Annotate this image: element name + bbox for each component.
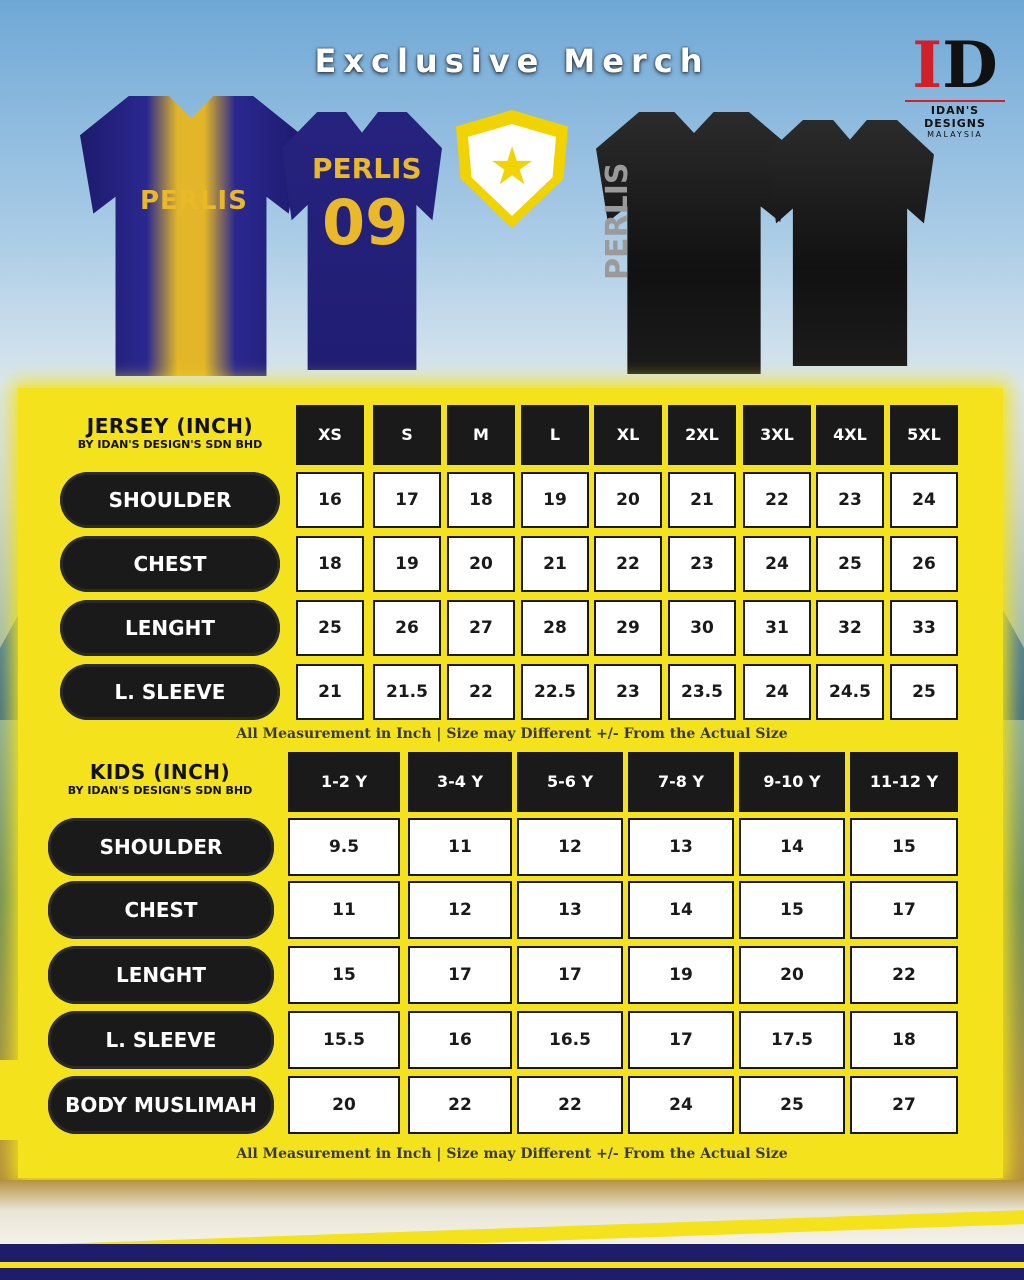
jersey-size-cell: 28 (521, 600, 589, 656)
jersey-size-cell: 22.5 (521, 664, 589, 720)
kids-size-cell: 17.5 (739, 1011, 845, 1069)
kids-size-cell: 9.5 (288, 818, 400, 876)
jersey-row-label: LENGHT (60, 600, 280, 656)
kids-size-cell: 19 (628, 946, 734, 1004)
kids-size-cell: 15.5 (288, 1011, 400, 1069)
kids-size-cell: 17 (850, 881, 958, 939)
jersey-size-header: XS (296, 405, 364, 465)
brand-name: IDAN'S DESIGNS (924, 104, 986, 130)
jersey-size-cell: 18 (296, 536, 364, 592)
jersey-size-cell: 33 (890, 600, 958, 656)
black-jersey-front-text: PERLIS (600, 162, 635, 280)
jersey-size-cell: 30 (668, 600, 736, 656)
jersey-size-header: S (373, 405, 441, 465)
jersey-size-cell: 25 (296, 600, 364, 656)
page-title: Exclusive Merch (314, 42, 710, 80)
jersey-size-header: 2XL (668, 405, 736, 465)
jersey-size-header: M (447, 405, 515, 465)
kids-size-cell: 15 (288, 946, 400, 1004)
jersey-size-cell: 24 (890, 472, 958, 528)
jersey-size-cell: 19 (373, 536, 441, 592)
kids-size-header: 9-10 Y (739, 752, 845, 812)
jersey-size-cell: 16 (296, 472, 364, 528)
jersey-size-cell: 25 (816, 536, 884, 592)
jersey-size-cell: 17 (373, 472, 441, 528)
brand-mark: ID (912, 28, 998, 103)
jersey-size-header: 4XL (816, 405, 884, 465)
kids-size-cell: 25 (739, 1076, 845, 1134)
jersey-size-cell: 24.5 (816, 664, 884, 720)
star-icon: ★ (488, 137, 536, 197)
jersey-size-cell: 20 (447, 536, 515, 592)
kids-size-cell: 12 (517, 818, 623, 876)
kids-size-cell: 15 (850, 818, 958, 876)
kids-size-header: 1-2 Y (288, 752, 400, 812)
jersey-size-cell: 23.5 (668, 664, 736, 720)
kids-row-label: BODY MUSLIMAH (48, 1076, 274, 1134)
kids-size-cell: 15 (739, 881, 845, 939)
kids-size-cell: 27 (850, 1076, 958, 1134)
kids-size-cell: 14 (628, 881, 734, 939)
kids-size-header: 11-12 Y (850, 752, 958, 812)
jersey-size-cell: 21 (668, 472, 736, 528)
jersey-size-cell: 22 (594, 536, 662, 592)
jersey-size-cell: 21 (296, 664, 364, 720)
kids-row-label: L. SLEEVE (48, 1011, 274, 1069)
kids-note: All Measurement in Inch | Size may Different +/- From the Actual Size (236, 1146, 788, 1162)
kids-title: KIDS (INCH) (89, 760, 231, 784)
kids-size-cell: 24 (628, 1076, 734, 1134)
kids-size-cell: 11 (408, 818, 512, 876)
jersey-size-header: 5XL (890, 405, 958, 465)
kids-size-cell: 17 (408, 946, 512, 1004)
jersey-size-cell: 32 (816, 600, 884, 656)
kids-size-cell: 14 (739, 818, 845, 876)
black-jersey-back-image (766, 120, 934, 366)
jersey-size-cell: 23 (594, 664, 662, 720)
kids-size-cell: 17 (628, 1011, 734, 1069)
kids-size-header: 5-6 Y (517, 752, 623, 812)
blue-jersey-back-number: 09 (322, 186, 409, 259)
kids-subtitle: BY IDAN'S DESIGN'S SDN BHD (67, 784, 253, 797)
kids-size-cell: 13 (517, 881, 623, 939)
jersey-size-header: XL (594, 405, 662, 465)
jersey-size-cell: 22 (447, 664, 515, 720)
jersey-size-cell: 21.5 (373, 664, 441, 720)
kids-size-header: 7-8 Y (628, 752, 734, 812)
jersey-section-heading (60, 414, 280, 451)
jersey-size-cell: 26 (890, 536, 958, 592)
jersey-size-cell: 18 (447, 472, 515, 528)
left-yellow-stripe (0, 1060, 18, 1140)
kids-size-header: 3-4 Y (408, 752, 512, 812)
jersey-size-cell: 19 (521, 472, 589, 528)
blue-jersey-front-image (80, 96, 302, 376)
jersey-row-label: CHEST (60, 536, 280, 592)
jersey-size-cell: 23 (668, 536, 736, 592)
jersey-row-label: SHOULDER (60, 472, 280, 528)
kids-row-label: LENGHT (48, 946, 274, 1004)
kids-size-cell: 22 (517, 1076, 623, 1134)
jersey-size-cell: 22 (743, 472, 811, 528)
jersey-size-cell: 29 (594, 600, 662, 656)
kids-size-cell: 20 (288, 1076, 400, 1134)
kids-section-heading (50, 760, 270, 797)
jersey-subtitle: BY IDAN'S DESIGN'S SDN BHD (77, 438, 263, 451)
kids-size-cell: 13 (628, 818, 734, 876)
jersey-size-cell: 21 (521, 536, 589, 592)
kids-size-cell: 16 (408, 1011, 512, 1069)
brand-country: MALAYSIA (927, 130, 983, 139)
jersey-size-cell: 20 (594, 472, 662, 528)
kids-size-cell: 16.5 (517, 1011, 623, 1069)
blue-jersey-front-text: PERLIS (140, 186, 248, 216)
jersey-size-cell: 26 (373, 600, 441, 656)
jersey-size-header: 3XL (743, 405, 811, 465)
brand-logo (900, 28, 1010, 144)
kids-size-cell: 18 (850, 1011, 958, 1069)
jersey-size-cell: 25 (890, 664, 958, 720)
jersey-size-cell: 31 (743, 600, 811, 656)
jersey-size-header: L (521, 405, 589, 465)
jersey-size-cell: 23 (816, 472, 884, 528)
kids-size-cell: 22 (850, 946, 958, 1004)
kids-row-label: SHOULDER (48, 818, 274, 876)
kids-size-cell: 11 (288, 881, 400, 939)
kids-size-cell: 17 (517, 946, 623, 1004)
jersey-size-cell: 27 (447, 600, 515, 656)
kids-size-cell: 12 (408, 881, 512, 939)
jersey-size-cell: 24 (743, 536, 811, 592)
jersey-row-label: L. SLEEVE (60, 664, 280, 720)
jersey-title: JERSEY (INCH) (86, 414, 254, 438)
blue-jersey-back-text: PERLIS (312, 152, 422, 185)
jersey-size-cell: 24 (743, 664, 811, 720)
kids-size-cell: 22 (408, 1076, 512, 1134)
jersey-note: All Measurement in Inch | Size may Different +/- From the Actual Size (236, 726, 788, 742)
kids-size-cell: 20 (739, 946, 845, 1004)
kids-row-label: CHEST (48, 881, 274, 939)
bottom-yellow-stripe (0, 1262, 1024, 1268)
